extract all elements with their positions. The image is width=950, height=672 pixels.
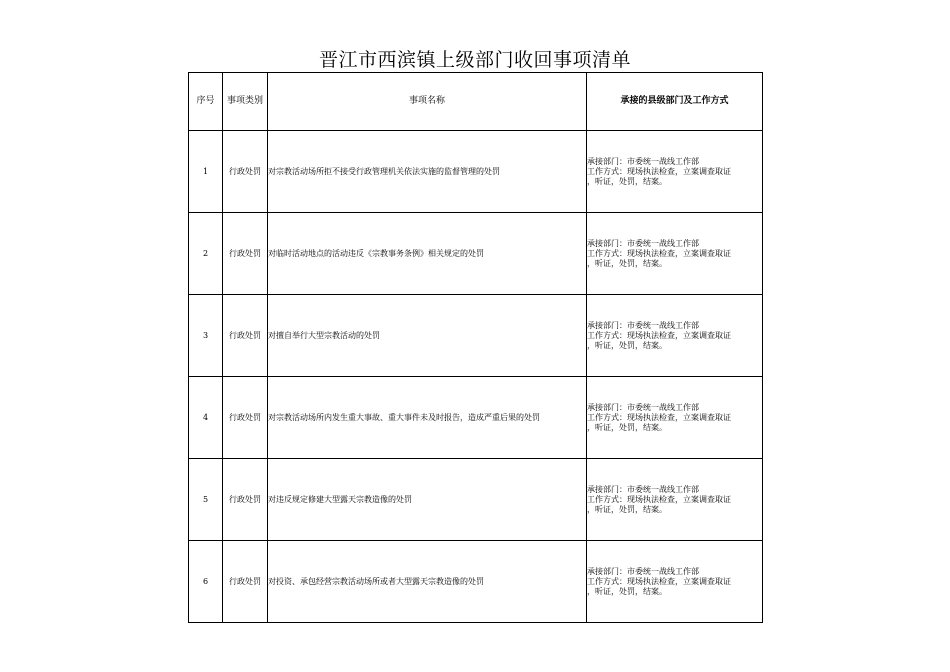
dept-unit: 承接部门：市委统一战线工作部 (587, 156, 699, 166)
dept-method-cont: ，听证，处罚，结案。 (587, 176, 667, 186)
row-seq: 5 (189, 459, 223, 541)
table-row (189, 131, 763, 213)
row-dept (587, 541, 763, 623)
dept-unit: 承接部门：市委统一战线工作部 (587, 320, 699, 330)
row-dept (587, 131, 763, 213)
dept-method-cont: ，听证，处罚，结案。 (587, 340, 667, 350)
dept-unit: 承接部门：市委统一战线工作部 (587, 484, 699, 494)
table-row (189, 213, 763, 295)
header-name: 事项名称 (268, 73, 587, 131)
row-seq: 1 (189, 131, 223, 213)
row-dept (587, 377, 763, 459)
row-category: 行政处罚 (223, 131, 268, 213)
dept-method: 工作方式：现场执法检查，立案调查取证 (587, 576, 731, 586)
dept-method: 工作方式：现场执法检查，立案调查取证 (587, 494, 731, 504)
header-dept: 承接的县级部门及工作方式 (587, 73, 763, 131)
dept-method: 工作方式：现场执法检查，立案调查取证 (587, 330, 731, 340)
table-row (189, 295, 763, 377)
row-seq: 6 (189, 541, 223, 623)
page-title: 晋江市西滨镇上级部门收回事项清单 (318, 49, 631, 71)
table-row (189, 377, 763, 459)
row-name: 对宗教活动场所内发生重大事故、重大事件未及时报告，造成严重后果的处罚 (268, 377, 587, 459)
row-category: 行政处罚 (223, 459, 268, 541)
row-name: 对擅自举行大型宗教活动的处罚 (268, 295, 587, 377)
row-seq: 4 (189, 377, 223, 459)
row-dept (587, 295, 763, 377)
row-category: 行政处罚 (223, 295, 268, 377)
row-category: 行政处罚 (223, 541, 268, 623)
items-table (188, 72, 763, 623)
table-row (189, 459, 763, 541)
row-seq: 3 (189, 295, 223, 377)
dept-unit: 承接部门：市委统一战线工作部 (587, 402, 699, 412)
dept-method: 工作方式：现场执法检查，立案调查取证 (587, 248, 731, 258)
row-category: 行政处罚 (223, 213, 268, 295)
table-row (189, 541, 763, 623)
row-name: 对投资、承包经营宗教活动场所或者大型露天宗教造像的处罚 (268, 541, 587, 623)
dept-method-cont: ，听证，处罚，结案。 (587, 504, 667, 514)
row-name: 对临时活动地点的活动违反《宗教事务条例》相关规定的处罚 (268, 213, 587, 295)
dept-unit: 承接部门：市委统一战线工作部 (587, 238, 699, 248)
header-category: 事项类别 (223, 73, 268, 131)
dept-method-cont: ，听证，处罚，结案。 (587, 586, 667, 596)
row-name: 对违反规定修建大型露天宗教造像的处罚 (268, 459, 587, 541)
row-category: 行政处罚 (223, 377, 268, 459)
row-seq: 2 (189, 213, 223, 295)
row-dept (587, 459, 763, 541)
row-dept (587, 213, 763, 295)
dept-method-cont: ，听证，处罚，结案。 (587, 422, 667, 432)
dept-unit: 承接部门：市委统一战线工作部 (587, 566, 699, 576)
dept-method: 工作方式：现场执法检查，立案调查取证 (587, 166, 731, 176)
dept-method: 工作方式：现场执法检查，立案调查取证 (587, 412, 731, 422)
dept-method-cont: ，听证，处罚，结案。 (587, 258, 667, 268)
row-name: 对宗教活动场所拒不接受行政管理机关依法实施的监督管理的处罚 (268, 131, 587, 213)
header-seq: 序号 (189, 73, 223, 131)
table-header-row (189, 73, 763, 131)
